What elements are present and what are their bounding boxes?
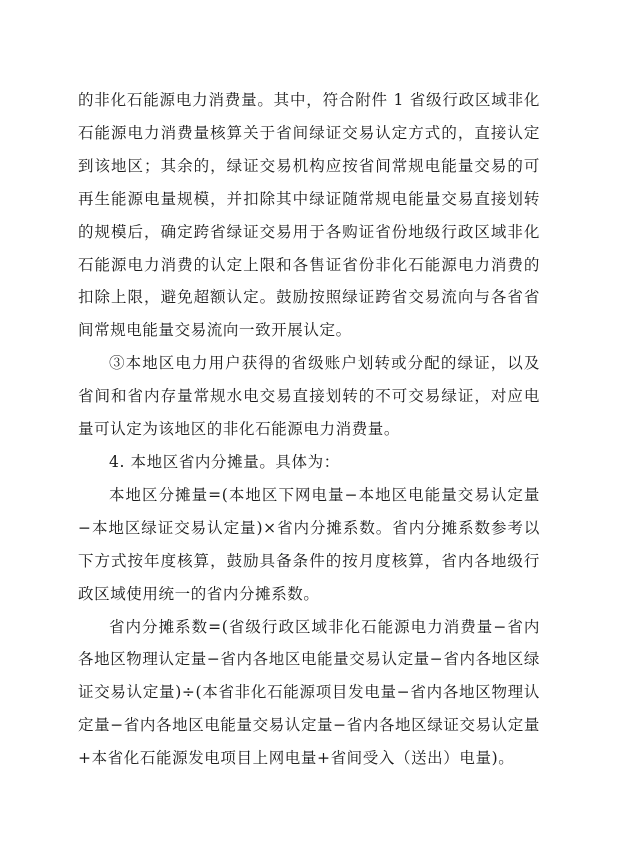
section-heading-4: 4. 本地区省内分摊量。具体为： bbox=[109, 452, 340, 471]
paragraph-green-certificate-cross-province: 的非化石能源电力消费量。其中，符合附件 1 省级行政区域非化石能源电力消费量核算关于省间绿证交易认定方式的，直接认定到该地区；其余的，绿证交易机构应按省间常规电能量交易的可再生能源电量规模，并扣除其中绿证随常规电能量交易直接划转的规模后，确定跨省绿证交易用于各购证省份地级行政区域非化石能源电力消费的认定上限和各售证省份非化石能源电力消费的扣除上限，避免超额认定。鼓励按照绿证跨省交易流向与各省省间常规电能量交易流向一致开展认定。 bbox=[78, 91, 540, 340]
paragraph-item-3-user-certificates: ③本地区电力用户获得的省级账户划转或分配的绿证，以及省间和省内存量常规水电交易直接划转的不可交易绿证，对应电量可认定为该地区的非化石能源电力消费量。 bbox=[78, 354, 540, 439]
paragraph-allocation-coefficient-formula: 省内分摊系数=(省级行政区域非化石能源电力消费量−省内各地区物理认定量−省内各地区电能量交易认定量−省内各地区绿证交易认定量)÷(本省非化石能源项目发电量−省内各地区物理认定量−省内各地区电能量交易认定量−省内各地区绿证交易认定量+本省化石能源发电项目上网电量+省间受入（送出）电量)。 bbox=[78, 617, 540, 768]
paragraph-local-allocation-formula: 本地区分摊量=(本地区下网电量−本地区电能量交易认定量−本地区绿证交易认定量)×省内分摊系数。省内分摊系数参考以下方式按年度核算，鼓励具备条件的按月度核算，省内各地级行政区域使用统一的省内分摊系数。 bbox=[78, 485, 540, 603]
document-body bbox=[78, 84, 540, 775]
